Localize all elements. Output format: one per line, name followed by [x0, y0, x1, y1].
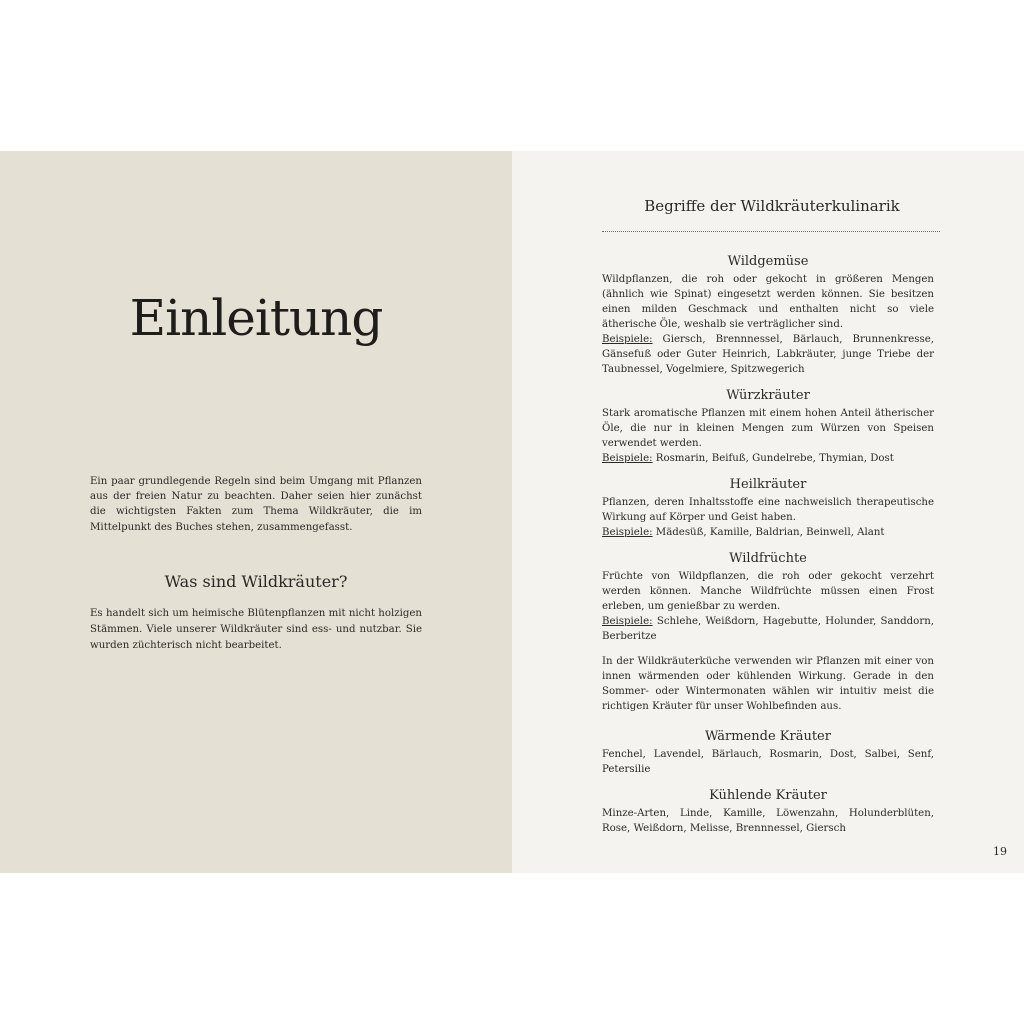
cooling-herbs-title: Kühlende Kräuter [709, 788, 827, 803]
warming-herbs-list: Fenchel, Lavendel, Bärlauch, Rosmarin, Dost, Salbei, Senf, Petersilie [602, 749, 934, 775]
term-text: Stark aromatische Pflanzen mit einem hohen Anteil ätherischer Öle, die nur in kleinen Mengen zum Würzen von Speisen verwendet werden. [602, 408, 934, 449]
term-title: Würzkräuter [726, 388, 810, 403]
body-paragraph: In der Wildkräuterküche verwenden wir Pflanzen mit einer von innen wärmenden oder kühlenden Wirkung. Gerade in den Sommer- oder Wintermonaten wählen wir intuitiv meist die richtigen Kräuter für unser Wohlbefinden aus. [602, 656, 934, 712]
examples-label: Beispiele: [602, 616, 653, 627]
term-title: Wildfrüchte [729, 551, 807, 566]
intro-paragraph: Ein paar grundlegende Regeln sind beim Umgang mit Pflanzen aus der freien Natur zu beachten. Daher seien hier zunächst die wichtigsten Fakten zum Thema Wildkräuter, die im Mittelpunkt des Buches stehen, zusammengefasst. [90, 476, 422, 533]
glossary-content [602, 253, 934, 846]
left-page [0, 151, 512, 873]
term-definition [602, 406, 934, 466]
term-text: Wildpflanzen, die roh oder gekocht in größeren Mengen (ähnlich wie Spinat) eingesetzt werden können. Sie besitzen einen milden Geschmack und enthalten nicht so viele ätherische Öle, weshalb sie verträglicher sind. [602, 274, 934, 330]
examples-text: Giersch, Brennnessel, Bärlauch, Brunnenkresse, Gänsefuß oder Guter Heinrich, Labkräuter, junge Triebe der Taubnessel, Vogelmiere, Spitzwegerich [602, 334, 934, 375]
page-number: 19 [993, 845, 1007, 858]
term-text: Früchte von Wildpflanzen, die roh oder gekocht verzehrt werden können. Manche Wildfrüchte müssen einen Frost erleben, um genießbar zu werden. [602, 571, 934, 612]
examples-label: Beispiele: [602, 334, 653, 345]
cooling-herbs-list: Minze-Arten, Linde, Kamille, Löwenzahn, Holunderblüten, Rose, Weißdorn, Melisse, Brennnessel, Giersch [602, 808, 934, 834]
dotted-divider [602, 231, 940, 232]
chapter-title: Einleitung [129, 289, 383, 347]
term-block [602, 476, 934, 540]
examples-text: Schlehe, Weißdorn, Hagebutte, Holunder, Sanddorn, Berberitze [602, 616, 934, 642]
term-title: Wildgemüse [727, 254, 809, 269]
cooling-herbs-block [602, 787, 934, 836]
right-page [512, 151, 1024, 873]
section-heading: Was sind Wildkräuter? [164, 572, 348, 591]
term-block [602, 387, 934, 466]
term-definition [602, 272, 934, 377]
term-block [602, 550, 934, 644]
term-text: Pflanzen, deren Inhaltsstoffe eine nachweislich therapeutische Wirkung auf Körper und Geist haben. [602, 497, 934, 523]
examples-label: Beispiele: [602, 453, 653, 464]
term-definition [602, 569, 934, 644]
term-definition [602, 495, 934, 540]
section-paragraph: Es handelt sich um heimische Blütenpflanzen mit nicht holzigen Stämmen. Viele unserer Wildkräuter sind ess- und nutzbar. Sie wurden züchterisch nicht bearbeitet. [90, 608, 422, 651]
term-block [602, 253, 934, 377]
warming-herbs-title: Wärmende Kräuter [705, 729, 831, 744]
glossary-heading: Begriffe der Wildkräuterkulinarik [644, 197, 900, 215]
book-spread [0, 151, 1024, 873]
examples-label: Beispiele: [602, 527, 653, 538]
examples-text: Rosmarin, Beifuß, Gundelrebe, Thymian, Dost [652, 453, 894, 464]
term-title: Heilkräuter [729, 477, 807, 492]
examples-text: Mädesüß, Kamille, Baldrian, Beinwell, Alant [652, 527, 885, 538]
warming-herbs-block [602, 728, 934, 777]
